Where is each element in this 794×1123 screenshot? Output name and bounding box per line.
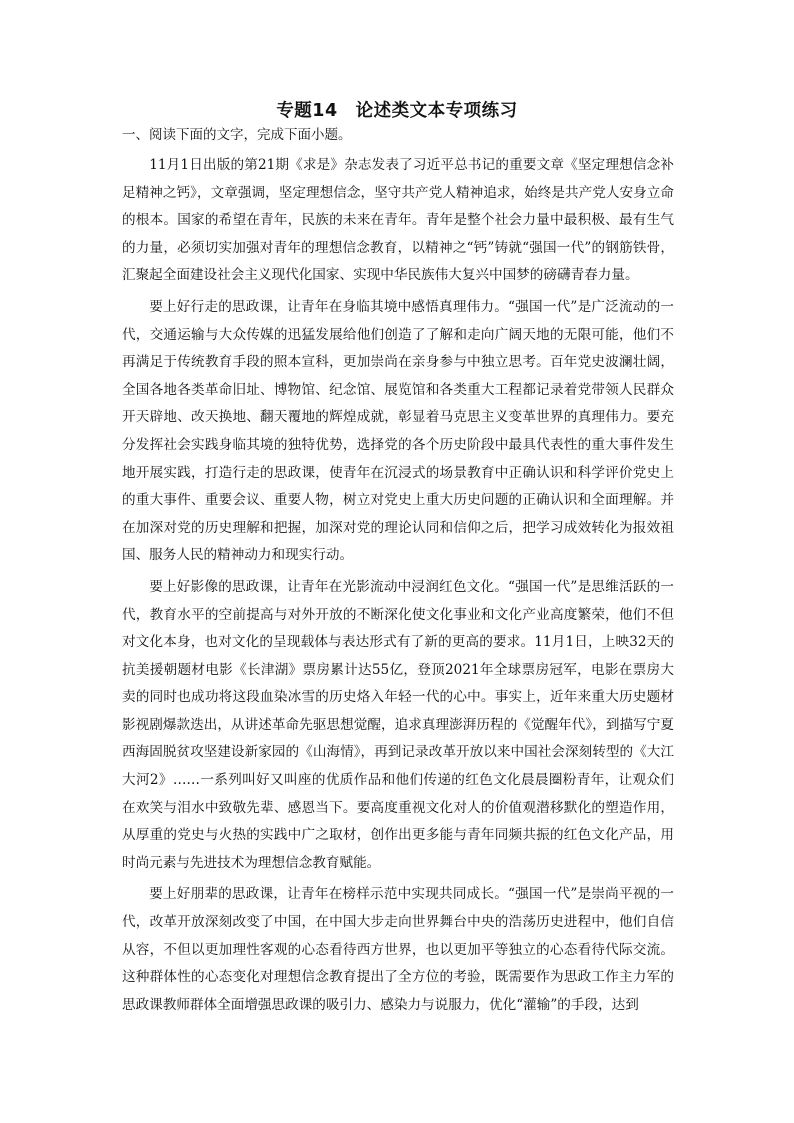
document-title: 专题14 论述类文本专项练习 [276,101,518,121]
paragraph-1: 11月1日出版的第21期《求是》杂志发表了习近平总书记的重要文章《坚定理想信念补足精神之钙》，文章强调，坚定理想信念，坚守共产党人精神追求，始终是共产党人安身立命的根本。国家的希望在青年，民族的未来在青年。青年是整个社会力量中最积极、最有生气的力量，必须切实加强对青年的理想信念教育，以精神之“钙”铸就“强国一代”的钢筋铁骨，汇聚起全面建设社会主义现代化国家、实现中华民族伟大复兴中国梦的磅礴青春力量。 [122,157,674,284]
article-body [122,152,674,1023]
paragraph-3: 要上好影像的思政课，让青年在光影流动中浸润红色文化。“强国一代”是思维活跃的一代，教育水平的空前提高与对外开放的不断深化使文化事业和文化产业高度繁荣，他们不但对文化本身，也对文化的呈现载体与表达形式有了新的更高的要求。11月1日，上映32天的抗美援朝题材电影《长津湖》票房累计达55亿，登顶2021年全球票房冠军，电影在票房大卖的同时也成功将这段血染冰雪的历史烙入年轻一代的心中。事实上，近年来重大历史题材影视剧爆款迭出，从讲述革命先驱思想觉醒，追求真理澎湃历程的《觉醒年代》，到描写宁夏西海固脱贫攻坚建设新家园的《山海情》，再到记录改革开放以来中国社会深刻转型的《大江大河2》……一系列叫好又叫座的优质作品和他们传递的红色文化晨晨圈粉青年，让观众们在欢笑与泪水中致敬先辈、感恩当下。要高度重视文化对人的价值观潜移默化的塑造作用，从厚重的党史与火热的实践中广之取材，创作出更多能与青年同频共振的红色文化产品，用时尚元素与先进技术为理想信念教育赋能。 [122,578,674,871]
paragraph-4: 要上好朋辈的思政课，让青年在榜样示范中实现共同成长。“强国一代”是崇尚平视的一代，改革开放深刻改变了中国，在中国大步走向世界舞台中央的浩荡历史进程中，他们自信从容，不但以更加理性客观的心态看待西方世界，也以更加平等独立的心态看待代际交流。这种群体性的心态变化对理想信念教育提出了全方位的考验，既需要作为思政工作主力军的思政课教师群体全面增强思政课的吸引力、感染力与说服力，优化“灌输”的手段，达到 [122,886,674,1013]
paragraph-2: 要上好行走的思政课，让青年在身临其境中感悟真理伟力。“强国一代”是广泛流动的一代，交通运输与大众传媒的迅猛发展给他们创造了了解和走向广阔天地的无限可能，他们不再满足于传统教育手段的照本宣科，更加崇尚在亲身参与中独立思考。百年党史波澜壮阔，全国各地各类革命旧址、博物馆、纪念馆、展览馆和各类重大工程都记录着党带领人民群众开天辟地、改天换地、翻天覆地的辉煌成就，彰显着马克思主义变革世界的真理伟力。要充分发挥社会实践身临其境的独特优势，选择党的各个历史阶段中最具代表性的重大事件发生地开展实践，打造行走的思政课，使青年在沉浸式的场景教育中正确认识和科学评价党史上的重大事件、重要会议、重要人物，树立对党史上重大历史问题的正确认识和全面理解。并在加深对党的历史理解和把握，加深对党的理论认同和信仰之后，把学习成效转化为报效祖国、服务人民的精神动力和现实行动。 [122,298,674,564]
section-heading: 一、阅读下面的文字，完成下面小题。 [122,127,352,143]
